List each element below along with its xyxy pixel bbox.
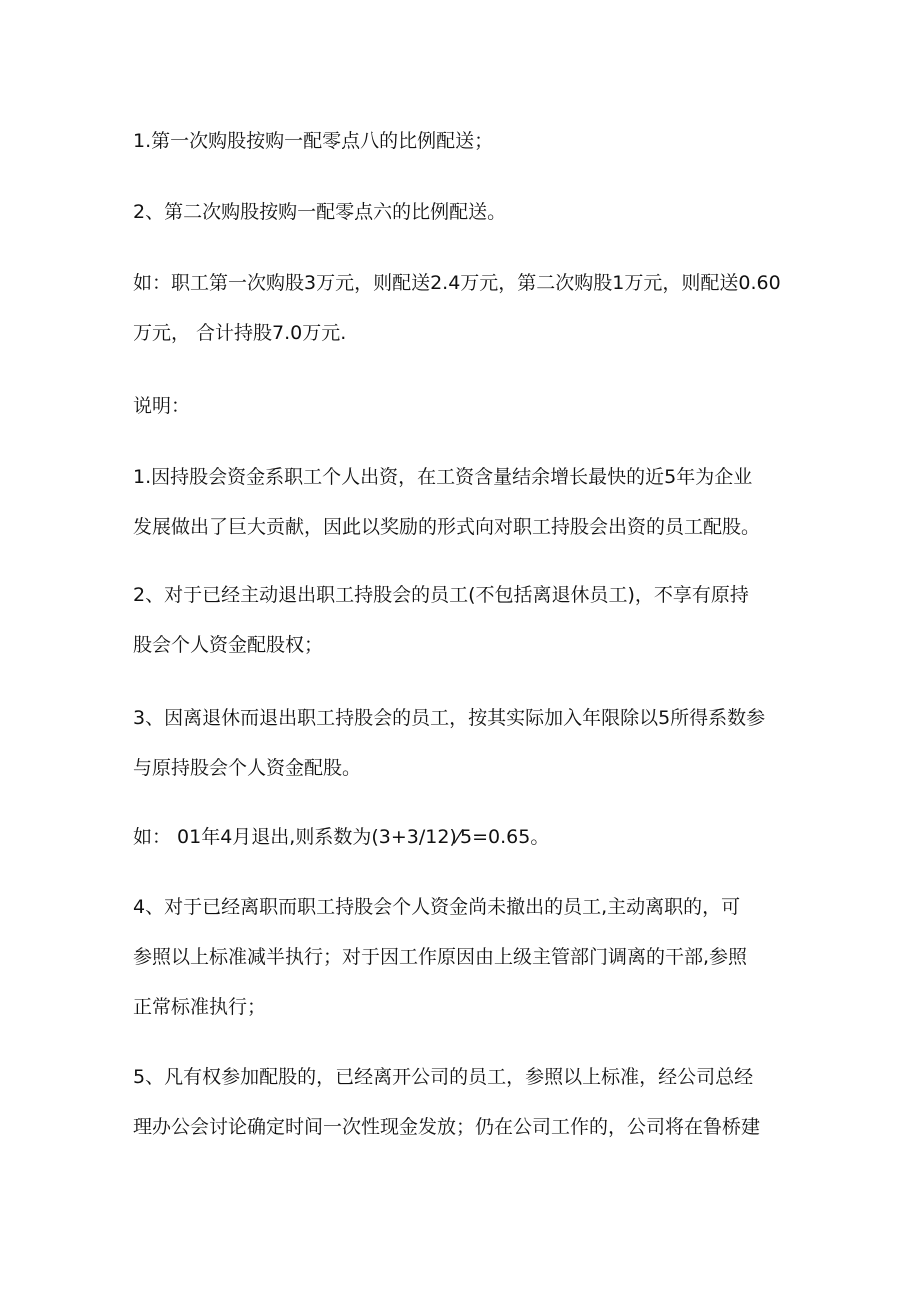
text-line: 如： 01年4月退出,则系数为(3+3/12)⁄5=0.65。: [133, 826, 550, 848]
text-line: 2、对于已经主动退出职工持股会的员工(不包括离退休员工)，不享有原持: [133, 584, 749, 606]
text-line: 3、因离退休而退出职工持股会的员工，按其实际加入年限除以5所得系数参: [133, 707, 766, 729]
text-line: 发展做出了巨大贡献，因此以奖励的形式向对职工持股会出资的员工配股。: [133, 516, 761, 538]
text-line: 与原持股会个人资金配股。: [133, 757, 362, 779]
text-line: 1.第一次购股按购一配零点八的比例配送；: [133, 130, 494, 152]
text-line: 4、对于已经离职而职工持股会个人资金尚未撤出的员工,主动离职的，可: [133, 896, 741, 918]
text-line: 5、凡有权参加配股的，已经离开公司的员工，参照以上标准，经公司总经: [133, 1066, 754, 1088]
text-line: 2、第二次购股按购一配零点六的比例配送。: [133, 201, 507, 223]
text-line: 正常标准执行；: [133, 996, 267, 1018]
text-line: 说明：: [133, 395, 191, 417]
text-line: 如：职工第一次购股3万元，则配送2.4万元，第二次购股1万元，则配送0.60: [133, 272, 781, 294]
text-line: 1.因持股会资金系职工个人出资，在工资含量结余增长最快的近5年为企业: [133, 466, 753, 488]
text-line: 万元， 合计持股7.0万元.: [133, 322, 347, 344]
text-line: 股会个人资金配股权；: [133, 634, 324, 656]
text-line: 理办公会讨论确定时间一次性现金发放；仍在公司工作的，公司将在鲁桥建: [133, 1116, 761, 1138]
text-line: 参照以上标准减半执行；对于因工作原因由上级主管部门调离的干部,参照: [133, 946, 748, 968]
